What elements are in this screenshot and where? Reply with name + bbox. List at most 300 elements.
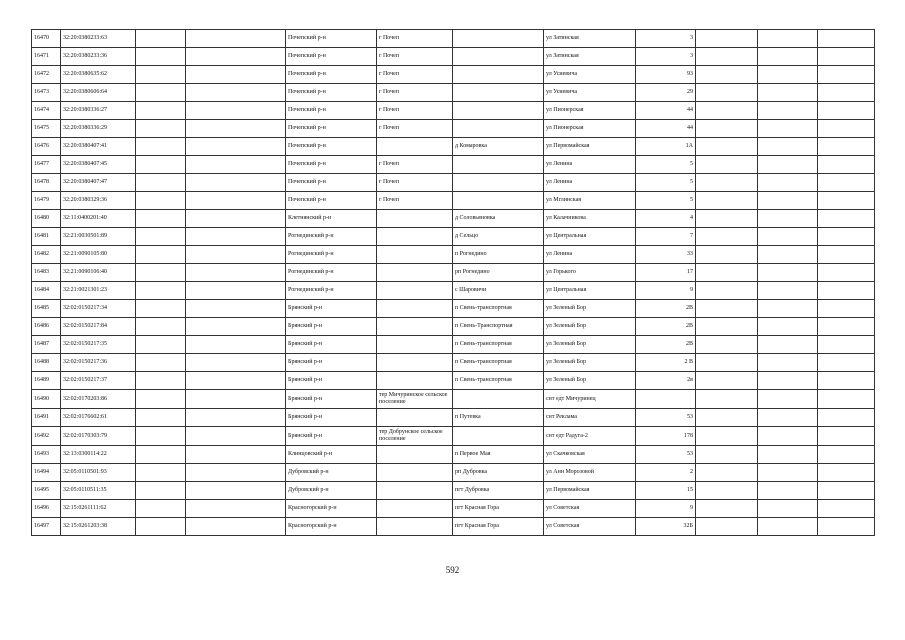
empty-cell bbox=[758, 372, 818, 390]
district-cell: Брянский р-н bbox=[286, 300, 377, 318]
district-cell: Брянский р-н bbox=[286, 354, 377, 372]
table-row bbox=[32, 174, 875, 192]
empty-cell bbox=[758, 482, 818, 500]
cadastral-number-cell: 32:20:0380233:63 bbox=[61, 30, 136, 48]
empty-cell bbox=[818, 174, 875, 192]
empty-cell bbox=[696, 264, 758, 282]
cadastral-number-cell: 32:21:0021301:23 bbox=[61, 282, 136, 300]
house-number-cell: 3 bbox=[636, 48, 696, 66]
empty-cell bbox=[696, 228, 758, 246]
cadastral-number-cell: 32:20:0380407:47 bbox=[61, 174, 136, 192]
town-cell bbox=[377, 500, 453, 518]
row-number-cell: 16474 bbox=[32, 102, 61, 120]
cadastral-number-cell: 32:02:0150217:35 bbox=[61, 336, 136, 354]
empty-cell bbox=[186, 210, 286, 228]
town-cell: тер Добрунское сельское поселение bbox=[377, 427, 453, 446]
locality-cell: п Рогнедино bbox=[453, 246, 544, 264]
district-cell: Красногорский р-н bbox=[286, 518, 377, 536]
cadastral-number-cell: 32:02:0170303:79 bbox=[61, 427, 136, 446]
row-number-cell: 16486 bbox=[32, 318, 61, 336]
street-cell: ул Центральная bbox=[544, 282, 636, 300]
district-cell: Дубровский р-н bbox=[286, 464, 377, 482]
district-cell: Почепский р-н bbox=[286, 66, 377, 84]
empty-cell bbox=[186, 246, 286, 264]
district-cell: Рогнединский р-н bbox=[286, 246, 377, 264]
locality-cell: рп Дубровка bbox=[453, 464, 544, 482]
table-row bbox=[32, 482, 875, 500]
empty-cell bbox=[186, 500, 286, 518]
row-number-cell: 16487 bbox=[32, 336, 61, 354]
empty-cell bbox=[696, 518, 758, 536]
row-number-cell: 16488 bbox=[32, 354, 61, 372]
empty-cell bbox=[186, 427, 286, 446]
district-cell: Почепский р-н bbox=[286, 192, 377, 210]
empty-cell bbox=[818, 48, 875, 66]
empty-cell bbox=[696, 84, 758, 102]
empty-cell bbox=[818, 228, 875, 246]
table-row bbox=[32, 246, 875, 264]
street-cell: ул Советская bbox=[544, 518, 636, 536]
house-number-cell: 9 bbox=[636, 500, 696, 518]
town-cell bbox=[377, 228, 453, 246]
empty-cell bbox=[136, 48, 186, 66]
town-cell bbox=[377, 264, 453, 282]
empty-cell bbox=[186, 300, 286, 318]
district-cell: Почепский р-н bbox=[286, 84, 377, 102]
empty-cell bbox=[136, 156, 186, 174]
empty-cell bbox=[818, 138, 875, 156]
locality-cell bbox=[453, 156, 544, 174]
street-cell: ул Горького bbox=[544, 264, 636, 282]
house-number-cell: 17 bbox=[636, 264, 696, 282]
table-row bbox=[32, 427, 875, 446]
street-cell: снт едт Радуга-2 bbox=[544, 427, 636, 446]
cadastral-number-cell: 32:15:0261111:62 bbox=[61, 500, 136, 518]
row-number-cell: 16477 bbox=[32, 156, 61, 174]
cadastral-number-cell: 32:13:0300114:22 bbox=[61, 446, 136, 464]
empty-cell bbox=[818, 246, 875, 264]
empty-cell bbox=[136, 464, 186, 482]
cadastral-number-cell: 32:20:0380635:62 bbox=[61, 66, 136, 84]
empty-cell bbox=[136, 427, 186, 446]
district-cell: Клинцовский р-н bbox=[286, 446, 377, 464]
row-number-cell: 16493 bbox=[32, 446, 61, 464]
table-row bbox=[32, 120, 875, 138]
empty-cell bbox=[696, 372, 758, 390]
district-cell: Брянский р-н bbox=[286, 427, 377, 446]
empty-cell bbox=[758, 66, 818, 84]
cadastral-number-cell: 32:20:0380336:27 bbox=[61, 102, 136, 120]
empty-cell bbox=[696, 409, 758, 427]
table-row bbox=[32, 264, 875, 282]
empty-cell bbox=[818, 336, 875, 354]
house-number-cell bbox=[636, 390, 696, 409]
empty-cell bbox=[818, 318, 875, 336]
empty-cell bbox=[136, 482, 186, 500]
table-row bbox=[32, 518, 875, 536]
empty-cell bbox=[758, 282, 818, 300]
town-cell: тер Мичуринское сельское поселение bbox=[377, 390, 453, 409]
empty-cell bbox=[136, 138, 186, 156]
empty-cell bbox=[186, 390, 286, 409]
empty-cell bbox=[758, 354, 818, 372]
house-number-cell: 32Б bbox=[636, 518, 696, 536]
street-cell: ул Затинская bbox=[544, 30, 636, 48]
house-number-cell: 2В bbox=[636, 318, 696, 336]
street-cell: снт едт Мичуринец bbox=[544, 390, 636, 409]
row-number-cell: 16491 bbox=[32, 409, 61, 427]
street-cell: ул Анн Морозовой bbox=[544, 464, 636, 482]
empty-cell bbox=[186, 518, 286, 536]
empty-cell bbox=[136, 354, 186, 372]
town-cell: г Почеп bbox=[377, 156, 453, 174]
town-cell bbox=[377, 210, 453, 228]
empty-cell bbox=[696, 48, 758, 66]
empty-cell bbox=[818, 427, 875, 446]
empty-cell bbox=[818, 102, 875, 120]
page-number: 592 bbox=[445, 565, 460, 575]
empty-cell bbox=[818, 84, 875, 102]
locality-cell bbox=[453, 390, 544, 409]
locality-cell bbox=[453, 427, 544, 446]
street-cell: ул Ленина bbox=[544, 174, 636, 192]
row-number-cell: 16480 bbox=[32, 210, 61, 228]
cadastral-number-cell: 32:05:0110501:93 bbox=[61, 464, 136, 482]
empty-cell bbox=[696, 390, 758, 409]
street-cell: ул Усиевича bbox=[544, 84, 636, 102]
house-number-cell: 5 bbox=[636, 156, 696, 174]
town-cell: г Почеп bbox=[377, 48, 453, 66]
empty-cell bbox=[136, 518, 186, 536]
table-row bbox=[32, 336, 875, 354]
row-number-cell: 16476 bbox=[32, 138, 61, 156]
table-row bbox=[32, 282, 875, 300]
table-row bbox=[32, 66, 875, 84]
empty-cell bbox=[186, 354, 286, 372]
empty-cell bbox=[758, 390, 818, 409]
district-cell: Брянский р-н bbox=[286, 318, 377, 336]
cadastral-number-cell: 32:02:0150217:37 bbox=[61, 372, 136, 390]
locality-cell: д Соловьяновка bbox=[453, 210, 544, 228]
empty-cell bbox=[136, 192, 186, 210]
empty-cell bbox=[758, 427, 818, 446]
street-cell: ул Первомайская bbox=[544, 138, 636, 156]
empty-cell bbox=[758, 228, 818, 246]
town-cell bbox=[377, 138, 453, 156]
town-cell bbox=[377, 300, 453, 318]
empty-cell bbox=[696, 300, 758, 318]
empty-cell bbox=[136, 30, 186, 48]
locality-cell: пгт Красная Гора bbox=[453, 518, 544, 536]
town-cell: г Почеп bbox=[377, 102, 453, 120]
town-cell bbox=[377, 446, 453, 464]
empty-cell bbox=[136, 228, 186, 246]
empty-cell bbox=[758, 518, 818, 536]
empty-cell bbox=[696, 138, 758, 156]
empty-cell bbox=[758, 446, 818, 464]
locality-cell: п Путевка bbox=[453, 409, 544, 427]
table-row bbox=[32, 354, 875, 372]
empty-cell bbox=[696, 482, 758, 500]
empty-cell bbox=[136, 66, 186, 84]
empty-cell bbox=[818, 264, 875, 282]
house-number-cell: 33 bbox=[636, 246, 696, 264]
empty-cell bbox=[186, 464, 286, 482]
house-number-cell: 44 bbox=[636, 120, 696, 138]
table-row bbox=[32, 318, 875, 336]
table-row bbox=[32, 409, 875, 427]
street-cell: ул Зеленый Бор bbox=[544, 354, 636, 372]
empty-cell bbox=[186, 409, 286, 427]
district-cell: Брянский р-н bbox=[286, 372, 377, 390]
cadastral-number-cell: 32:21:0030501:89 bbox=[61, 228, 136, 246]
table-row bbox=[32, 138, 875, 156]
empty-cell bbox=[758, 30, 818, 48]
table-row bbox=[32, 192, 875, 210]
empty-cell bbox=[696, 30, 758, 48]
locality-cell: с Шаровичи bbox=[453, 282, 544, 300]
empty-cell bbox=[136, 300, 186, 318]
locality-cell bbox=[453, 102, 544, 120]
town-cell bbox=[377, 354, 453, 372]
empty-cell bbox=[696, 66, 758, 84]
street-cell: ул Советская bbox=[544, 500, 636, 518]
house-number-cell: 2 bbox=[636, 464, 696, 482]
empty-cell bbox=[696, 174, 758, 192]
district-cell: Красногорский р-н bbox=[286, 500, 377, 518]
empty-cell bbox=[758, 246, 818, 264]
street-cell: ул Зеленый Бор bbox=[544, 372, 636, 390]
empty-cell bbox=[136, 282, 186, 300]
empty-cell bbox=[696, 500, 758, 518]
house-number-cell: 9 bbox=[636, 282, 696, 300]
row-number-cell: 16492 bbox=[32, 427, 61, 446]
district-cell: Почепский р-н bbox=[286, 174, 377, 192]
locality-cell bbox=[453, 174, 544, 192]
house-number-cell: 7 bbox=[636, 228, 696, 246]
street-cell: ул Пионерская bbox=[544, 102, 636, 120]
district-cell: Рогнединский р-н bbox=[286, 264, 377, 282]
table-row bbox=[32, 372, 875, 390]
empty-cell bbox=[186, 336, 286, 354]
empty-cell bbox=[696, 210, 758, 228]
locality-cell bbox=[453, 30, 544, 48]
locality-cell bbox=[453, 66, 544, 84]
house-number-cell: 15 bbox=[636, 482, 696, 500]
empty-cell bbox=[186, 318, 286, 336]
district-cell: Брянский р-н bbox=[286, 336, 377, 354]
empty-cell bbox=[186, 84, 286, 102]
cadastral-number-cell: 32:20:0380329:36 bbox=[61, 192, 136, 210]
empty-cell bbox=[696, 336, 758, 354]
district-cell: Почепский р-н bbox=[286, 30, 377, 48]
empty-cell bbox=[758, 102, 818, 120]
empty-cell bbox=[136, 409, 186, 427]
empty-cell bbox=[758, 500, 818, 518]
empty-cell bbox=[758, 300, 818, 318]
row-number-cell: 16485 bbox=[32, 300, 61, 318]
empty-cell bbox=[818, 120, 875, 138]
table-row bbox=[32, 84, 875, 102]
house-number-cell: 4 bbox=[636, 210, 696, 228]
empty-cell bbox=[136, 390, 186, 409]
district-cell: Рогнединский р-н bbox=[286, 282, 377, 300]
cadastral-number-cell: 32:15:0261203:38 bbox=[61, 518, 136, 536]
empty-cell bbox=[186, 446, 286, 464]
empty-cell bbox=[186, 66, 286, 84]
house-number-cell: 178 bbox=[636, 427, 696, 446]
empty-cell bbox=[136, 372, 186, 390]
district-cell: Почепский р-н bbox=[286, 48, 377, 66]
empty-cell bbox=[758, 138, 818, 156]
town-cell bbox=[377, 409, 453, 427]
empty-cell bbox=[818, 446, 875, 464]
town-cell bbox=[377, 246, 453, 264]
district-cell: Брянский р-н bbox=[286, 409, 377, 427]
street-cell: ул Первомайская bbox=[544, 482, 636, 500]
house-number-cell: 93 bbox=[636, 66, 696, 84]
empty-cell bbox=[818, 300, 875, 318]
locality-cell: п Первое Мая bbox=[453, 446, 544, 464]
table-row bbox=[32, 102, 875, 120]
house-number-cell: 5 bbox=[636, 174, 696, 192]
table-row bbox=[32, 300, 875, 318]
house-number-cell: 3 bbox=[636, 30, 696, 48]
empty-cell bbox=[818, 282, 875, 300]
locality-cell bbox=[453, 84, 544, 102]
house-number-cell: 53 bbox=[636, 446, 696, 464]
town-cell bbox=[377, 318, 453, 336]
table-row bbox=[32, 390, 875, 409]
district-cell: Дубровский р-н bbox=[286, 482, 377, 500]
empty-cell bbox=[186, 174, 286, 192]
house-number-cell: 53 bbox=[636, 409, 696, 427]
cadastral-number-cell: 32:05:0110511:35 bbox=[61, 482, 136, 500]
town-cell: г Почеп bbox=[377, 30, 453, 48]
street-cell: ул Затинская bbox=[544, 48, 636, 66]
locality-cell: п Свень-транспортная bbox=[453, 354, 544, 372]
cadastral-number-cell: 32:21:0090105:80 bbox=[61, 246, 136, 264]
empty-cell bbox=[136, 318, 186, 336]
cadastral-number-cell: 32:02:0150217:36 bbox=[61, 354, 136, 372]
empty-cell bbox=[186, 282, 286, 300]
empty-cell bbox=[136, 246, 186, 264]
empty-cell bbox=[136, 174, 186, 192]
locality-cell bbox=[453, 192, 544, 210]
empty-cell bbox=[758, 120, 818, 138]
row-number-cell: 16495 bbox=[32, 482, 61, 500]
empty-cell bbox=[186, 482, 286, 500]
cadastral-number-cell: 32:11:0400201:40 bbox=[61, 210, 136, 228]
empty-cell bbox=[136, 336, 186, 354]
empty-cell bbox=[136, 210, 186, 228]
house-number-cell: 29 bbox=[636, 84, 696, 102]
cadastral-number-cell: 32:02:0150217:84 bbox=[61, 318, 136, 336]
street-cell: ул Пионерская bbox=[544, 120, 636, 138]
street-cell: ул Калачникова bbox=[544, 210, 636, 228]
empty-cell bbox=[758, 464, 818, 482]
street-cell: снт Реклама bbox=[544, 409, 636, 427]
street-cell: ул Ленина bbox=[544, 156, 636, 174]
locality-cell: д Сельцо bbox=[453, 228, 544, 246]
locality-cell: д Комаровка bbox=[453, 138, 544, 156]
empty-cell bbox=[818, 372, 875, 390]
row-number-cell: 16494 bbox=[32, 464, 61, 482]
empty-cell bbox=[758, 409, 818, 427]
empty-cell bbox=[818, 354, 875, 372]
register-table bbox=[31, 29, 875, 536]
cadastral-number-cell: 32:20:0380407:45 bbox=[61, 156, 136, 174]
empty-cell bbox=[136, 446, 186, 464]
cadastral-number-cell: 32:20:0380606:64 bbox=[61, 84, 136, 102]
empty-cell bbox=[696, 354, 758, 372]
empty-cell bbox=[758, 174, 818, 192]
empty-cell bbox=[186, 120, 286, 138]
empty-cell bbox=[758, 192, 818, 210]
table-row bbox=[32, 210, 875, 228]
town-cell bbox=[377, 482, 453, 500]
cadastral-number-cell: 32:21:0090106:40 bbox=[61, 264, 136, 282]
empty-cell bbox=[758, 336, 818, 354]
locality-cell: пгт Дубровка bbox=[453, 482, 544, 500]
house-number-cell: 2В bbox=[636, 300, 696, 318]
empty-cell bbox=[758, 156, 818, 174]
empty-cell bbox=[136, 102, 186, 120]
house-number-cell: 2в bbox=[636, 372, 696, 390]
row-number-cell: 16470 bbox=[32, 30, 61, 48]
house-number-cell: 2 В bbox=[636, 354, 696, 372]
row-number-cell: 16478 bbox=[32, 174, 61, 192]
empty-cell bbox=[696, 464, 758, 482]
street-cell: ул Зеленый Бор bbox=[544, 318, 636, 336]
empty-cell bbox=[696, 246, 758, 264]
empty-cell bbox=[696, 318, 758, 336]
empty-cell bbox=[696, 446, 758, 464]
table-row bbox=[32, 446, 875, 464]
empty-cell bbox=[818, 464, 875, 482]
town-cell bbox=[377, 282, 453, 300]
town-cell bbox=[377, 464, 453, 482]
row-number-cell: 16472 bbox=[32, 66, 61, 84]
empty-cell bbox=[186, 192, 286, 210]
empty-cell bbox=[818, 482, 875, 500]
district-cell: Клетнянский р-н bbox=[286, 210, 377, 228]
table-row bbox=[32, 500, 875, 518]
town-cell: г Почеп bbox=[377, 84, 453, 102]
empty-cell bbox=[818, 210, 875, 228]
empty-cell bbox=[186, 102, 286, 120]
empty-cell bbox=[758, 84, 818, 102]
house-number-cell: 5 bbox=[636, 192, 696, 210]
row-number-cell: 16489 bbox=[32, 372, 61, 390]
street-cell: ул Ленина bbox=[544, 246, 636, 264]
row-number-cell: 16471 bbox=[32, 48, 61, 66]
locality-cell: п Свень-Транспортная bbox=[453, 318, 544, 336]
locality-cell: рп Рогнедино bbox=[453, 264, 544, 282]
street-cell: ул Усиевича bbox=[544, 66, 636, 84]
empty-cell bbox=[818, 156, 875, 174]
empty-cell bbox=[136, 120, 186, 138]
locality-cell: п Свень-транспортная bbox=[453, 300, 544, 318]
empty-cell bbox=[696, 120, 758, 138]
row-number-cell: 16475 bbox=[32, 120, 61, 138]
empty-cell bbox=[696, 102, 758, 120]
cadastral-number-cell: 32:02:0150217:34 bbox=[61, 300, 136, 318]
row-number-cell: 16483 bbox=[32, 264, 61, 282]
empty-cell bbox=[696, 282, 758, 300]
district-cell: Почепский р-н bbox=[286, 120, 377, 138]
street-cell: ул Скачковская bbox=[544, 446, 636, 464]
